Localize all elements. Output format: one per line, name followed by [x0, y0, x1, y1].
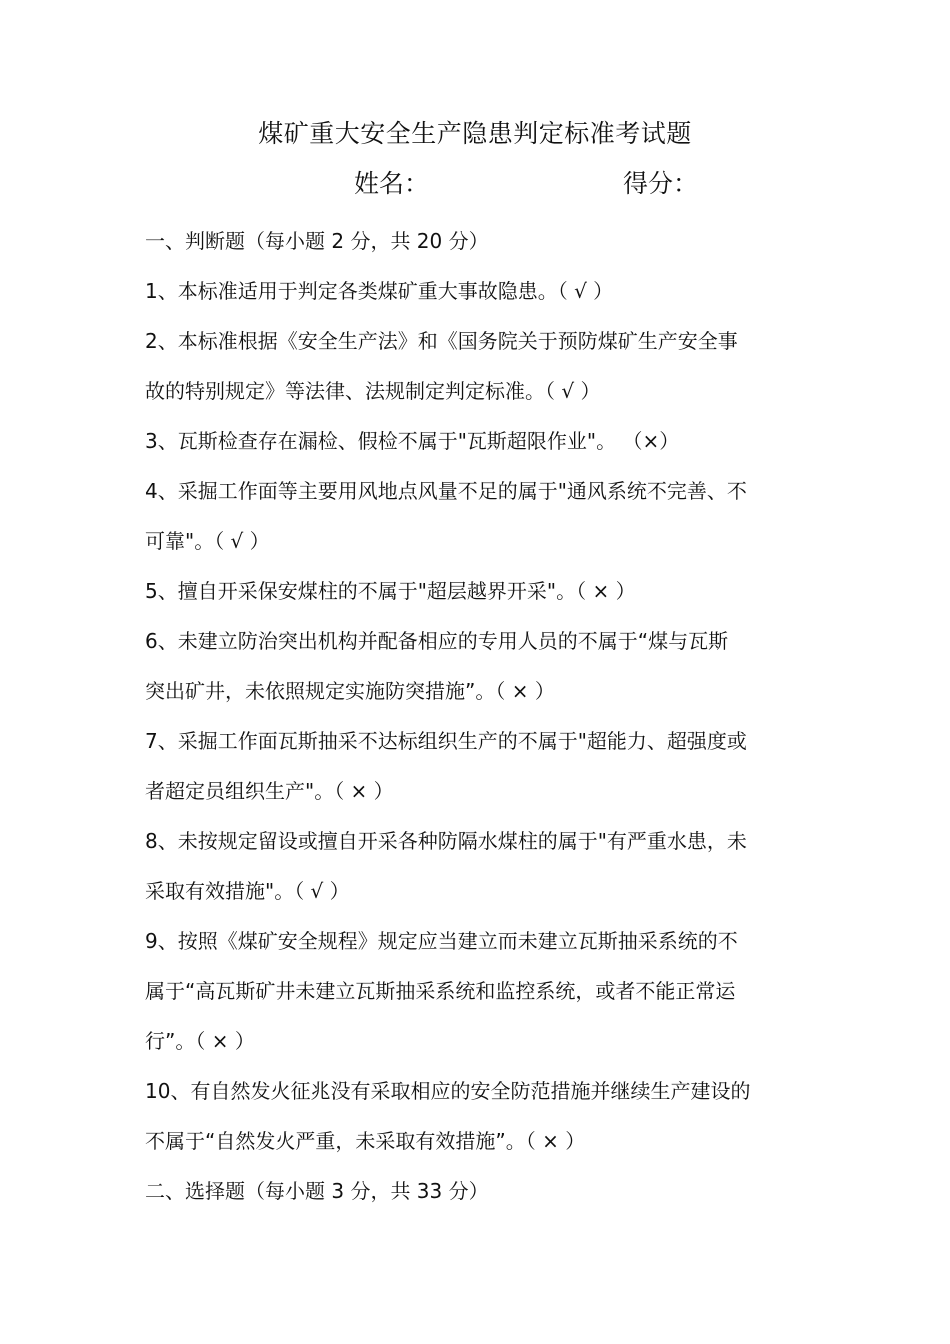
- question-line: 故的特别规定》等法律、法规制定判定标准。（ √ ）: [145, 379, 601, 403]
- question-line: 8、未按规定留设或擅自开采各种防隔水煤柱的属于"有严重水患，未: [145, 829, 747, 853]
- question-line: 可靠"。（ √ ）: [145, 529, 270, 553]
- question-line: 行”。（ × ）: [145, 1029, 255, 1053]
- section-heading-judgement: 一、判断题（每小题 2 分，共 20 分）: [145, 229, 489, 253]
- question-line: 1、本标准适用于判定各类煤矿重大事故隐患。（ √ ）: [145, 279, 614, 303]
- question-list: [145, 216, 810, 1216]
- question-line: 采取有效措施"。（ √ ）: [145, 879, 350, 903]
- question-line: 7、采掘工作面瓦斯抽采不达标组织生产的不属于"超能力、超强度或: [145, 729, 747, 753]
- question-line: 2、本标准根据《安全生产法》和《国务院关于预防煤矿生产安全事: [145, 329, 738, 353]
- question-line: 不属于“自然发火严重，未采取有效措施”。（ × ）: [145, 1129, 586, 1153]
- question-line: 属于“高瓦斯矿井未建立瓦斯抽采系统和监控系统，或者不能正常运: [145, 979, 736, 1003]
- name-score-row: [0, 164, 950, 204]
- question-line: 9、按照《煤矿安全规程》规定应当建立而未建立瓦斯抽采系统的不: [145, 929, 738, 953]
- question-line: 6、未建立防治突出机构并配备相应的专用人员的不属于“煤与瓦斯: [145, 629, 729, 653]
- question-line: 者超定员组织生产"。（ × ）: [145, 779, 394, 803]
- question-line: 10、有自然发火征兆没有采取相应的安全防范措施并继续生产建设的: [145, 1079, 751, 1103]
- question-line: 4、采掘工作面等主要用风地点风量不足的属于"通风系统不完善、不: [145, 479, 747, 503]
- score-label: 得分：: [623, 169, 699, 198]
- name-label: 姓名：: [354, 169, 430, 198]
- question-line: 突出矿井，未依照规定实施防突措施”。（ × ）: [145, 679, 555, 703]
- section-heading-choice: 二、选择题（每小题 3 分，共 33 分）: [145, 1179, 489, 1203]
- question-line: 5、擅自开采保安煤柱的不属于"超层越界开采"。（ × ）: [145, 579, 636, 603]
- page-title: 煤矿重大安全生产隐患判定标准考试题: [258, 119, 692, 148]
- question-line: 3、瓦斯检查存在漏检、假检不属于"瓦斯超限作业"。 （×）: [145, 429, 680, 453]
